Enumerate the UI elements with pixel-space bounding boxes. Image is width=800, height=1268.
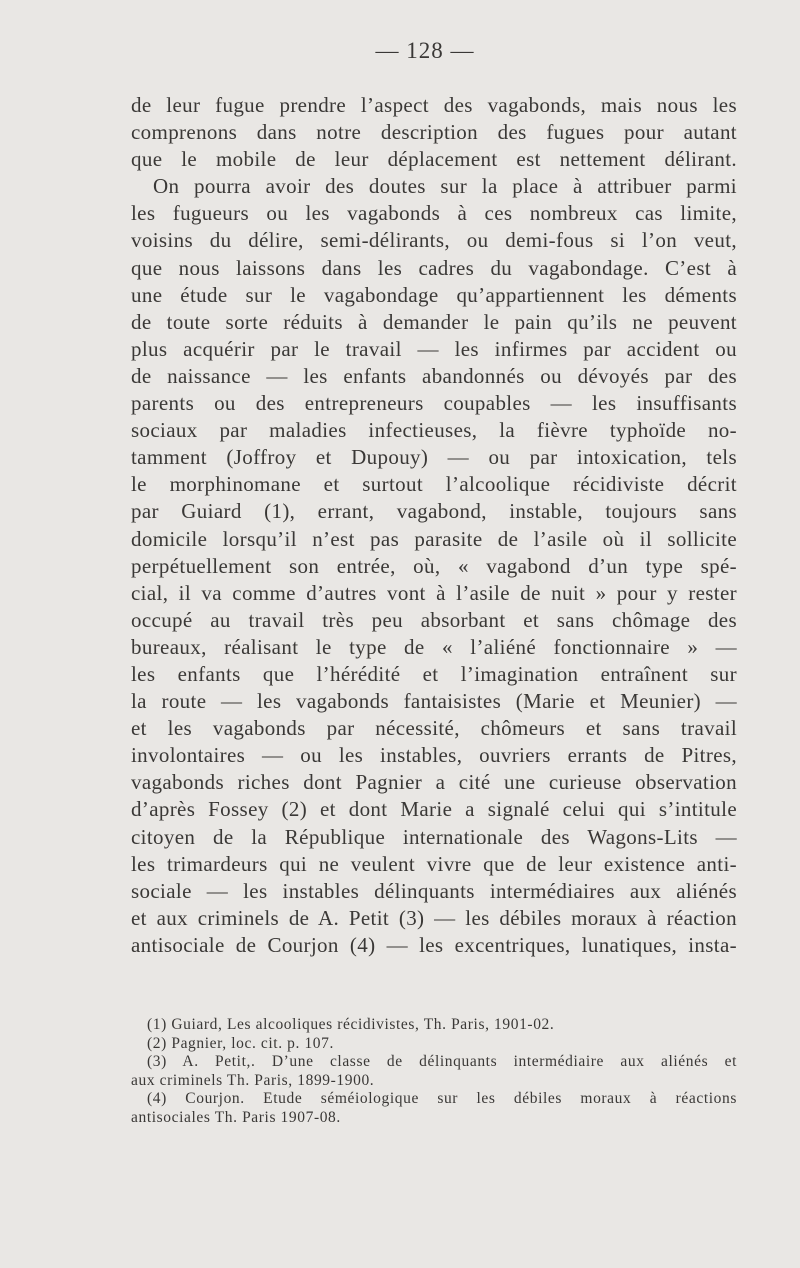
body-line: les fugueurs ou les vagabonds à ces nombreux cas limite, (131, 201, 737, 226)
footnote-line: (3) A. Petit,. D’une classe de délinquants intermédiaire aux aliénés et (147, 1053, 737, 1071)
body-line: bureaux, réalisant le type de « l’aliéné fonctionnaire » — (131, 634, 737, 659)
body-line: domicile lorsqu’il n’est pas parasite de l’asile où il sollicite (131, 526, 737, 551)
body-text (131, 92, 737, 959)
body-line: plus acquérir par le travail — les infirmes par accident ou (131, 336, 737, 361)
footnotes (131, 1016, 737, 1128)
page-number: — 128 — (375, 38, 475, 63)
body-line: de naissance — les enfants abandonnés ou dévoyés par des (131, 363, 737, 388)
body-line: comprenons dans notre description des fugues pour autant (131, 120, 737, 145)
body-line: par Guiard (1), errant, vagabond, instable, toujours sans (131, 499, 737, 524)
body-line: que nous laissons dans les cadres du vagabondage. C’est à (131, 255, 737, 280)
body-line: sociale — les instables délinquants intermédiaires aux aliénés (131, 878, 737, 903)
footnote-line: antisociales Th. Paris 1907-08. (131, 1108, 341, 1126)
body-line: la route — les vagabonds fantaisistes (Marie et Meunier) — (131, 689, 737, 714)
body-line: tamment (Joffroy et Dupouy) — ou par intoxication, tels (131, 445, 737, 470)
body-line: vagabonds riches dont Pagnier a cité une curieuse observation (131, 770, 737, 795)
body-line: parents ou des entrepreneurs coupables — les insuffisants (131, 391, 737, 416)
footnote-line: (1) Guiard, Les alcooliques récidivistes, Th. Paris, 1901-02. (147, 1016, 555, 1033)
body-line: le morphinomane et surtout l’alcoolique récidiviste décrit (131, 472, 737, 497)
body-line: et les vagabonds par nécessité, chômeurs et sans travail (131, 716, 737, 741)
body-line: antisociale de Courjon (4) — les excentriques, lunatiques, insta- (131, 932, 737, 957)
body-line: perpétuellement son entrée, où, « vagabond d’un type spé- (131, 553, 737, 578)
body-line: une étude sur le vagabondage qu’appartiennent les déments (131, 282, 737, 307)
body-line: que le mobile de leur déplacement est nettement délirant. (131, 147, 737, 172)
body-line: et aux criminels de A. Petit (3) — les débiles moraux à réaction (131, 905, 737, 930)
footnote-line: aux criminels Th. Paris, 1899-1900. (131, 1071, 375, 1089)
body-line: involontaires — ou les instables, ouvriers errants de Pitres, (131, 743, 737, 768)
body-line: citoyen de la République internationale des Wagons-Lits — (131, 824, 737, 849)
body-line: On pourra avoir des doutes sur la place à attribuer parmi (153, 174, 737, 199)
body-line: les enfants que l’hérédité et l’imagination entraînent sur (131, 661, 737, 686)
body-line: sociaux par maladies infectieuses, la fièvre typhoïde no- (131, 418, 737, 443)
body-line: de toute sorte réduits à demander le pain qu’ils ne peuvent (131, 309, 737, 334)
body-line: occupé au travail très peu absorbant et sans chômage des (131, 607, 737, 632)
body-line: les trimardeurs qui ne veulent vivre que de leur existence anti- (131, 851, 737, 876)
footnote-line: (2) Pagnier, loc. cit. p. 107. (147, 1034, 334, 1052)
body-line: voisins du délire, semi-délirants, ou demi-fous si l’on veut, (131, 228, 737, 253)
footnote-line: (4) Courjon. Etude séméiologique sur les débiles moraux à réactions (147, 1090, 737, 1108)
body-line: de leur fugue prendre l’aspect des vagabonds, mais nous les (131, 93, 737, 117)
body-line: d’après Fossey (2) et dont Marie a signalé celui qui s’intitule (131, 797, 737, 822)
body-line: cial, il va comme d’autres vont à l’asile de nuit » pour y rester (131, 580, 737, 605)
